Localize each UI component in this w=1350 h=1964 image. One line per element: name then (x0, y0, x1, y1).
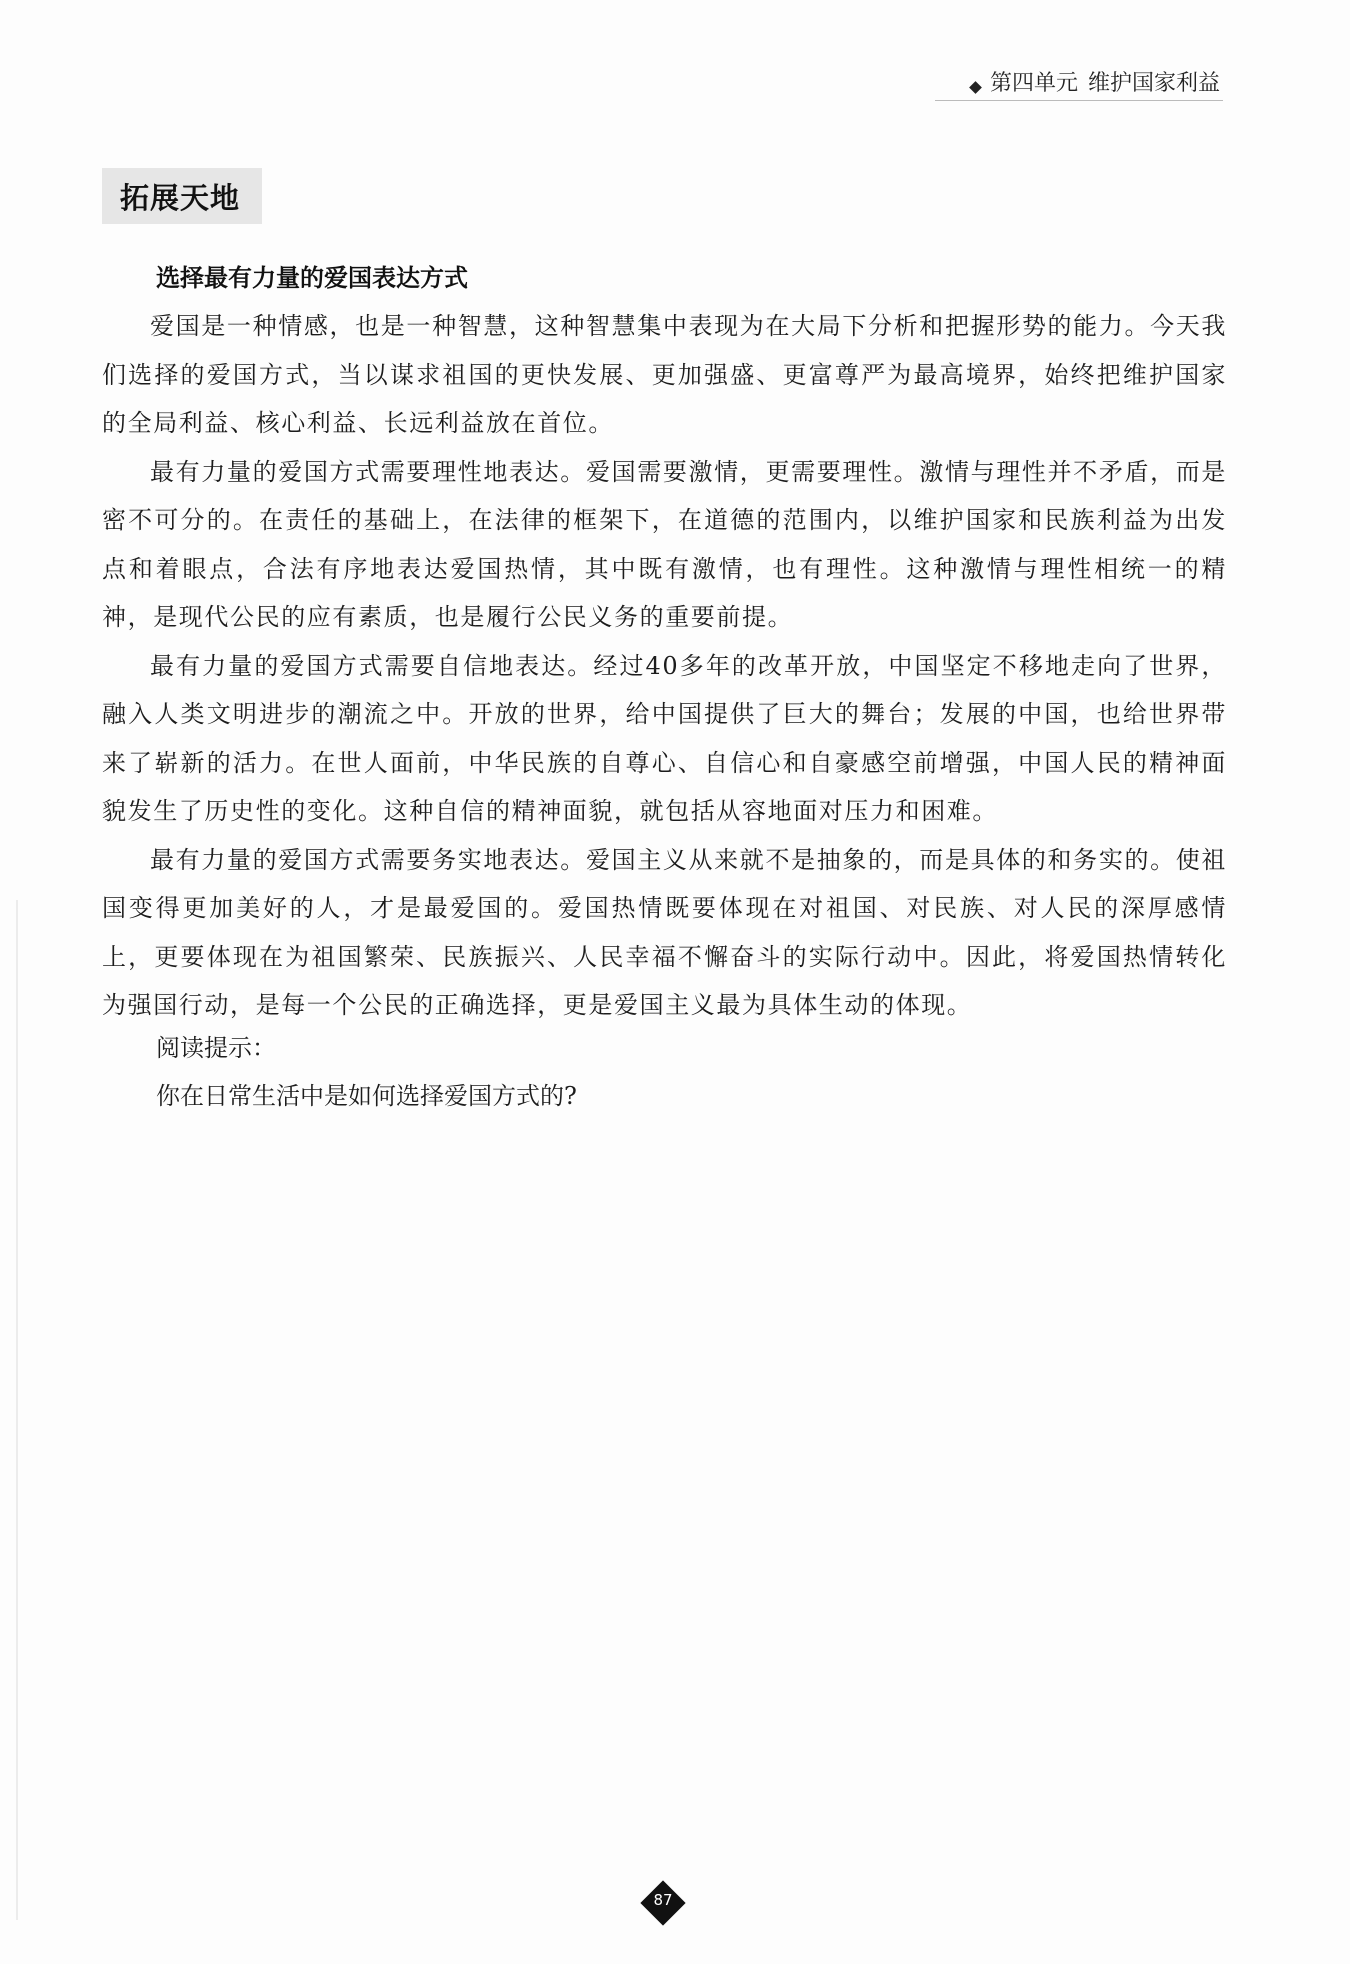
article-body (102, 302, 1227, 1030)
article-paragraph: 爱国是一种情感，也是一种智慧，这种智慧集中表现为在大局下分析和把握形势的能力。今天我们选择的爱国方式，当以谋求祖国的更快发展、更加强盛、更富尊严为最高境界，始终把维护国家的全局利益、核心利益、长远利益放在首位。 (102, 312, 1227, 437)
article-title: 选择最有力量的爱国表达方式 (156, 264, 468, 292)
article-paragraph: 最有力量的爱国方式需要理性地表达。爱国需要激情，更需要理性。激情与理性并不矛盾，而是密不可分的。在责任的基础上，在法律的框架下，在道德的范围内，以维护国家和民族利益为出发点和着眼点，合法有序地表达爱国热情，其中既有激情，也有理性。这种激情与理性相统一的精神，是现代公民的应有素质，也是履行公民义务的重要前提。 (102, 457, 1227, 631)
diamond-bullet-icon (969, 81, 982, 94)
article-paragraph: 最有力量的爱国方式需要自信地表达。经过40多年的改革开放，中国坚定不移地走向了世界，融入人类文明进步的潮流之中。开放的世界，给中国提供了巨大的舞台；发展的中国，也给世界带来了崭新的活力。在世人面前，中华民族的自尊心、自信心和自豪感空前增强，中国人民的精神面貌发生了历史性的变化。这种自信的精神面貌，就包括从容地面对压力和困难。 (102, 651, 1227, 825)
reading-prompt-question: 你在日常生活中是如何选择爱国方式的? (156, 1082, 577, 1110)
page-number-text: 87 (653, 1891, 673, 1909)
header-rule (935, 100, 1223, 101)
header-unit: 第四单元 (989, 71, 1078, 96)
section-label-text: 拓展天地 (120, 181, 241, 215)
section-label (102, 168, 262, 224)
article-paragraph: 最有力量的爱国方式需要务实地表达。爱国主义从来就不是抽象的，而是具体的和务实的。使祖国变得更加美好的人，才是最爱国的。爱国热情既要体现在对祖国、对民族、对人民的深厚感情上，更要体现在为祖国繁荣、民族振兴、人民幸福不懈奋斗的实际行动中。因此，将爱国热情转化为强国行动，是每一个公民的正确选择，更是爱国主义最为具体生动的体现。 (102, 845, 1227, 1019)
reading-prompt-label: 阅读提示： (156, 1034, 276, 1062)
page-number (640, 1880, 686, 1926)
page-edge-shadow (16, 900, 18, 1920)
running-header (971, 66, 1220, 97)
header-title: 维护国家利益 (1087, 71, 1220, 96)
